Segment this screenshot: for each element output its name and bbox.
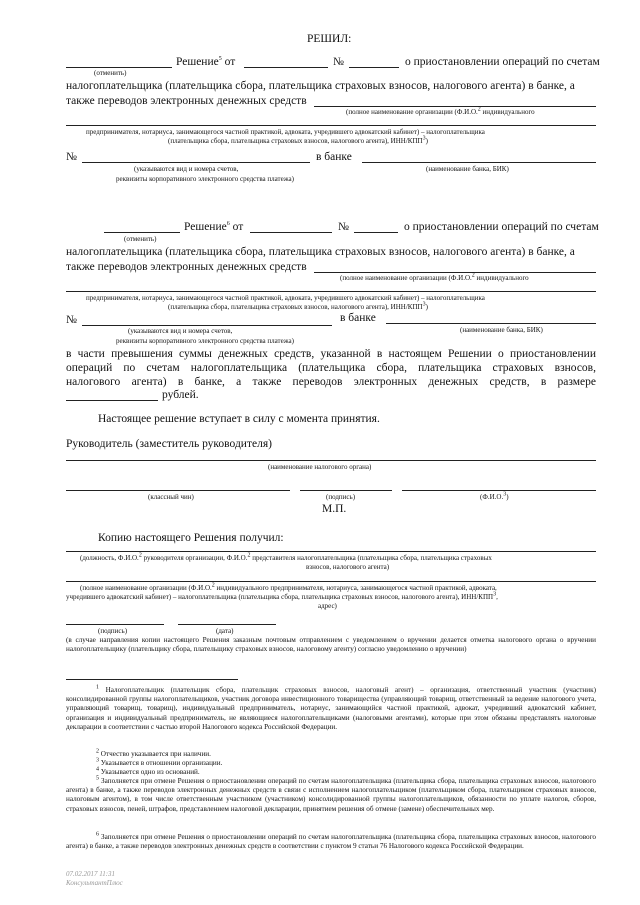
bank-field[interactable] (362, 162, 596, 163)
rank-hint: (классный чин) (148, 493, 194, 501)
tax-authority-hint: (наименование налогового органа) (268, 463, 372, 471)
account-number-sign: № (66, 314, 77, 326)
account-hint: (указываются вид и номера счетов, (128, 327, 233, 335)
cancel-hint: (отменить) (94, 69, 127, 77)
mail-note: (в случае направления копии настоящего Решения заказным почтовым отправлением с уведомлением о вручении делается отметка налогового органа о вручении налогоплательщику (плательщику сбора, плательщику страховых взносов, налоговому агенту) согласно уведомлению о вручении) (66, 636, 596, 654)
sign-hint: (подпись) (326, 493, 356, 501)
taxpayer-line-1: налогоплательщика (плательщика сбора, плательщика страховых взносов, налогового агента) в банке, а (66, 80, 575, 92)
organization-field-2[interactable] (66, 291, 596, 292)
page-heading: РЕШИЛ: (307, 33, 352, 45)
footnote-1: $^1$ Налогоплательщик (плательщик сбора, плательщик страховых взносов, налоговый агент) – организация, ответственный участник (участник) консолидированной группы налогоплательщиков, участник договора инвестиционного товарищества (управляющий товарищ, ответственный за ведение налогового учета, управляющий товарищ, товарищ), индивидуальный предприниматель, нотариус, занимающийся частной практикой, адвокат, учредивший адвокатский кабинет, организация и индивидуальный предприниматель, не являющиеся налогоплательщиками (налоговыми агентами), которые при этом обязаны представлять налоговые декларации в соответствии с частью второй Налогового кодекса Российской Федерации. (66, 684, 596, 731)
taxpayer-line-2: также переводов электронных денежных средств (66, 261, 307, 273)
decision-number-field[interactable] (349, 67, 399, 68)
signature-field[interactable] (300, 490, 392, 491)
organization-field-2[interactable] (66, 125, 596, 126)
taxpayer-line-1: налогоплательщика (плательщика сбора, плательщика страховых взносов, налогового агента) в банке, а (66, 246, 575, 258)
seal-label: М.П. (322, 503, 347, 515)
recipient-date-field[interactable] (178, 624, 276, 625)
cancel-hint: (отменить) (124, 235, 157, 243)
taxpayer-line-2: также переводов электронных денежных средств (66, 95, 307, 107)
entrepreneur-hint-1: предпринимателя, нотариуса, занимающегося частной практикой, адвоката, учредившего адвокатский кабинет) – налогоплательщика (86, 294, 485, 302)
account-hint: (указываются вид и номера счетов, (134, 165, 239, 173)
footnote-5: $^5$ Заполняется при отмене Решения о приостановлении операций по счетам налогоплательщика (плательщика сбора, плательщика страховых взносов, налогового агента) в банке, а также переводов электронных денежных средств в связи с исполнением налогоплательщиком (плательщиком сбора, плательщиком страховых взносов, налоговым агентом), в том числе ответственным участником (участником) консолидированной группы налогоплательщиков, обязанности по уплате налогов, сборов, страховых взносов, пеней, штрафов, представлением налоговой декларации, принятием решения об отмене (замене) обеспечительных мер. (66, 775, 597, 813)
copy-title: Копию настоящего Решения получил: (98, 532, 284, 544)
stamp-timestamp: 07.02.2017 11:31 (66, 870, 116, 878)
bank-hint: (наименование банка, БИК) (460, 326, 543, 334)
recipient-sign-hint: (подпись) (98, 627, 128, 635)
cancel-field[interactable] (104, 232, 180, 233)
organization-field[interactable] (314, 272, 596, 273)
entrepreneur-hint-2: (плательщика сбора, плательщика страховых взносов, налогового агента), ИНН/КПП$^3$) (168, 135, 428, 145)
address-hint: адрес) (318, 602, 337, 610)
position-hint: (должность, Ф.И.О.$^2$ руководителя организации, Ф.И.О.$^2$ представителя налогоплательщика (плательщика сбора, плательщика страховых (80, 552, 492, 562)
effect-statement: Настоящее решение вступает в силу с момента принятия. (98, 413, 380, 425)
excess-line-2: операций по счетам налогоплательщика (плательщика сбора, плательщика страховых взносов, (66, 362, 596, 374)
head-label: Руководитель (заместитель руководителя) (66, 438, 272, 450)
requisites-hint: реквизиты корпоративного электронного средства платежа) (116, 175, 294, 183)
cancel-field[interactable] (66, 67, 172, 68)
account-number-sign: № (66, 151, 77, 163)
full-name-hint-2: учредившего адвокатский кабинет) – налогоплательщика (плательщика сбора, плательщика страховых взносов, налогового агента), ИНН/КПП$^3$, (66, 591, 498, 601)
footnote-3: $^3$ Указывается в отношении организации. (96, 757, 223, 767)
footnote-separator (66, 679, 238, 680)
full-name-hint-1: (полное наименование организации (Ф.И.О.$^2$ индивидуального предпринимателя, нотариуса, занимающегося частной практикой, адвоката, (80, 582, 497, 592)
decision-date-field[interactable] (250, 232, 332, 233)
footnote-4: $^4$ Указывается одно из оснований. (96, 766, 200, 776)
position-hint-2: взносов, налогового агента) (306, 563, 390, 571)
tax-authority-field[interactable] (66, 460, 596, 461)
recipient-position-field[interactable] (66, 551, 596, 552)
recipient-date-hint: (дата) (216, 627, 234, 635)
organization-field[interactable] (314, 106, 596, 107)
decision-label: Решение$^5$ от (176, 56, 236, 68)
bank-field[interactable] (386, 323, 596, 324)
suspension-text: о приостановлении операций по счетам (405, 56, 600, 68)
rank-field[interactable] (66, 490, 290, 491)
fio-field[interactable] (402, 490, 596, 491)
account-field[interactable] (82, 162, 310, 163)
stamp-source: КонсультантПлюс (66, 879, 123, 887)
decision-number-field[interactable] (354, 232, 398, 233)
requisites-hint: реквизиты корпоративного электронного средства платежа) (116, 337, 294, 345)
entrepreneur-hint-2: (плательщика сбора, плательщика страховых взносов, налогового агента), ИНН/КПП$^3$) (168, 301, 428, 311)
account-field[interactable] (82, 325, 332, 326)
entrepreneur-hint-1: предпринимателя, нотариуса, занимающегося частной практикой, адвоката, учредившего адвокатский кабинет) – налогоплательщика (86, 128, 485, 136)
organization-hint: (полное наименование организации (Ф.И.О.$^2$ индивидуального (340, 272, 529, 282)
number-sign: № (333, 56, 344, 68)
organization-hint: (полное наименование организации (Ф.И.О.$^2$ индивидуального (346, 106, 535, 116)
suspension-text: о приостановлении операций по счетам (404, 221, 599, 233)
bank-hint: (наименование банка, БИК) (426, 165, 509, 173)
decision-date-field[interactable] (244, 67, 328, 68)
footnote-2: $^2$ Отчество указывается при наличии. (96, 748, 211, 758)
in-bank-label: в банке (316, 151, 352, 163)
recipient-signature-field[interactable] (66, 624, 164, 625)
in-bank-label: в банке (340, 312, 376, 324)
excess-line-1: в части превышения суммы денежных средств, указанной в настоящем Решении о приостановлении (66, 348, 596, 360)
rubles-label: рублей. (162, 389, 199, 401)
recipient-org-field[interactable] (66, 581, 596, 582)
excess-amount-field[interactable] (66, 400, 158, 401)
fio-hint: (Ф.И.О.$^3$) (480, 491, 509, 501)
number-sign: № (338, 221, 349, 233)
decision-label: Решение$^6$ от (184, 221, 244, 233)
excess-line-3: налогового агента) в банке, а также переводов электронных денежных средств, в размере (66, 376, 596, 388)
footnote-6: $^6$ Заполняется при отмене Решения о приостановлении операций по счетам налогоплательщика (плательщика сбора, плательщика страховых взносов, налогового агента) в банке, а также переводов электронных денежных средств в соответствии с пунктом 9 статьи 76 Налогового кодекса Российской Федерации. (66, 831, 597, 851)
